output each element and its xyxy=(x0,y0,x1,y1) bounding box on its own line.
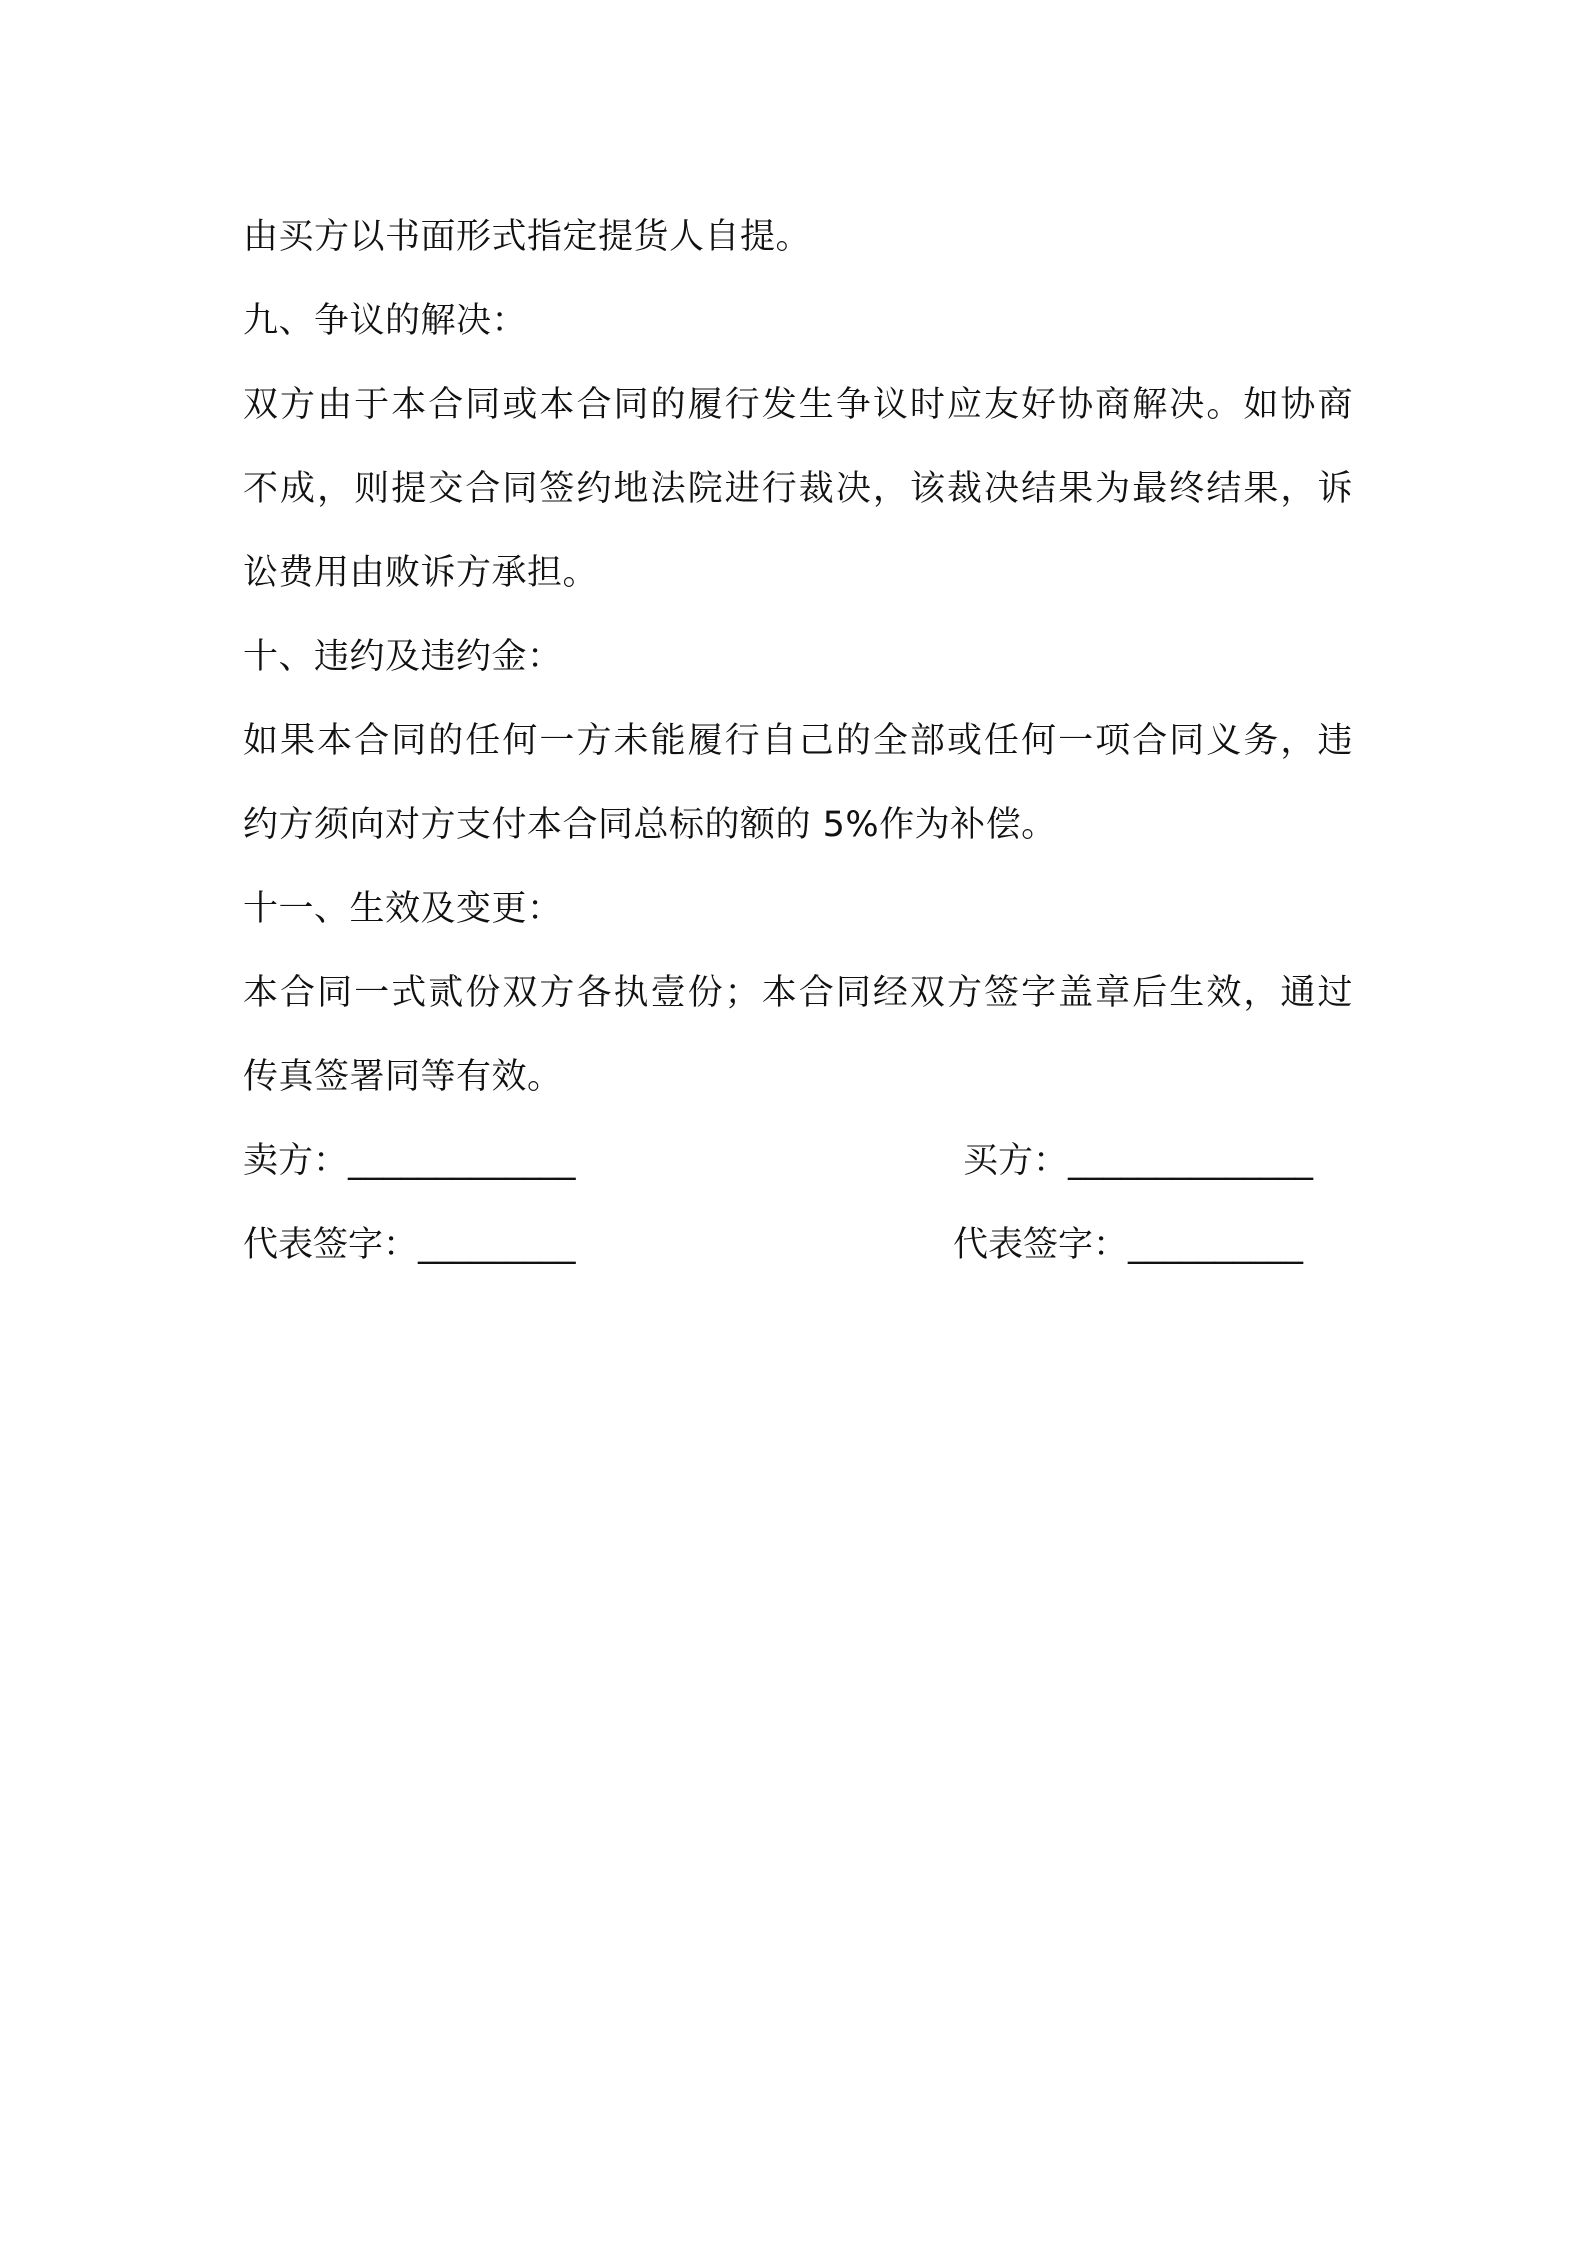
buyer-rep-signature xyxy=(953,1203,1303,1287)
seller-blank[interactable]: _____________ xyxy=(348,1141,576,1181)
seller-rep-signature xyxy=(243,1203,576,1287)
buyer-rep-blank[interactable]: __________ xyxy=(1128,1225,1304,1265)
buyer-blank[interactable]: ______________ xyxy=(1068,1141,1314,1181)
paragraph-line: 约方须向对方支付本合同总标的额的 5%作为补偿。 xyxy=(243,805,1057,845)
paragraph-line: 如果本合同的任何一方未能履行自己的全部或任何一项合同义务，违 xyxy=(243,721,1353,761)
seller-signature xyxy=(243,1119,576,1203)
section-heading-dispute: 九、争议的解决： xyxy=(243,301,528,341)
section-heading-breach: 十、违约及违约金： xyxy=(243,637,563,677)
paragraph-line: 本合同一式贰份双方各执壹份；本合同经双方签字盖章后生效，通过 xyxy=(243,973,1353,1013)
seller-rep-blank[interactable]: _________ xyxy=(418,1225,576,1265)
signature-row-parties xyxy=(243,1119,1353,1203)
section-heading-effect: 十一、生效及变更： xyxy=(243,889,563,929)
seller-rep-label: 代表签字： xyxy=(243,1225,419,1265)
paragraph-line: 不成，则提交合同签约地法院进行裁决，该裁决结果为最终结果，诉 xyxy=(243,469,1353,509)
buyer-signature xyxy=(963,1119,1313,1203)
paragraph-line: 双方由于本合同或本合同的履行发生争议时应友好协商解决。如协商 xyxy=(243,385,1353,425)
seller-label: 卖方： xyxy=(243,1141,349,1181)
document-body xyxy=(243,195,1353,1287)
paragraph-line: 传真签署同等有效。 xyxy=(243,1057,563,1097)
signature-row-representatives xyxy=(243,1203,1353,1287)
paragraph-line: 由买方以书面形式指定提货人自提。 xyxy=(243,217,812,257)
buyer-rep-label: 代表签字： xyxy=(953,1225,1129,1265)
buyer-label: 买方： xyxy=(963,1141,1069,1181)
paragraph-line: 讼费用由败诉方承担。 xyxy=(243,553,599,593)
